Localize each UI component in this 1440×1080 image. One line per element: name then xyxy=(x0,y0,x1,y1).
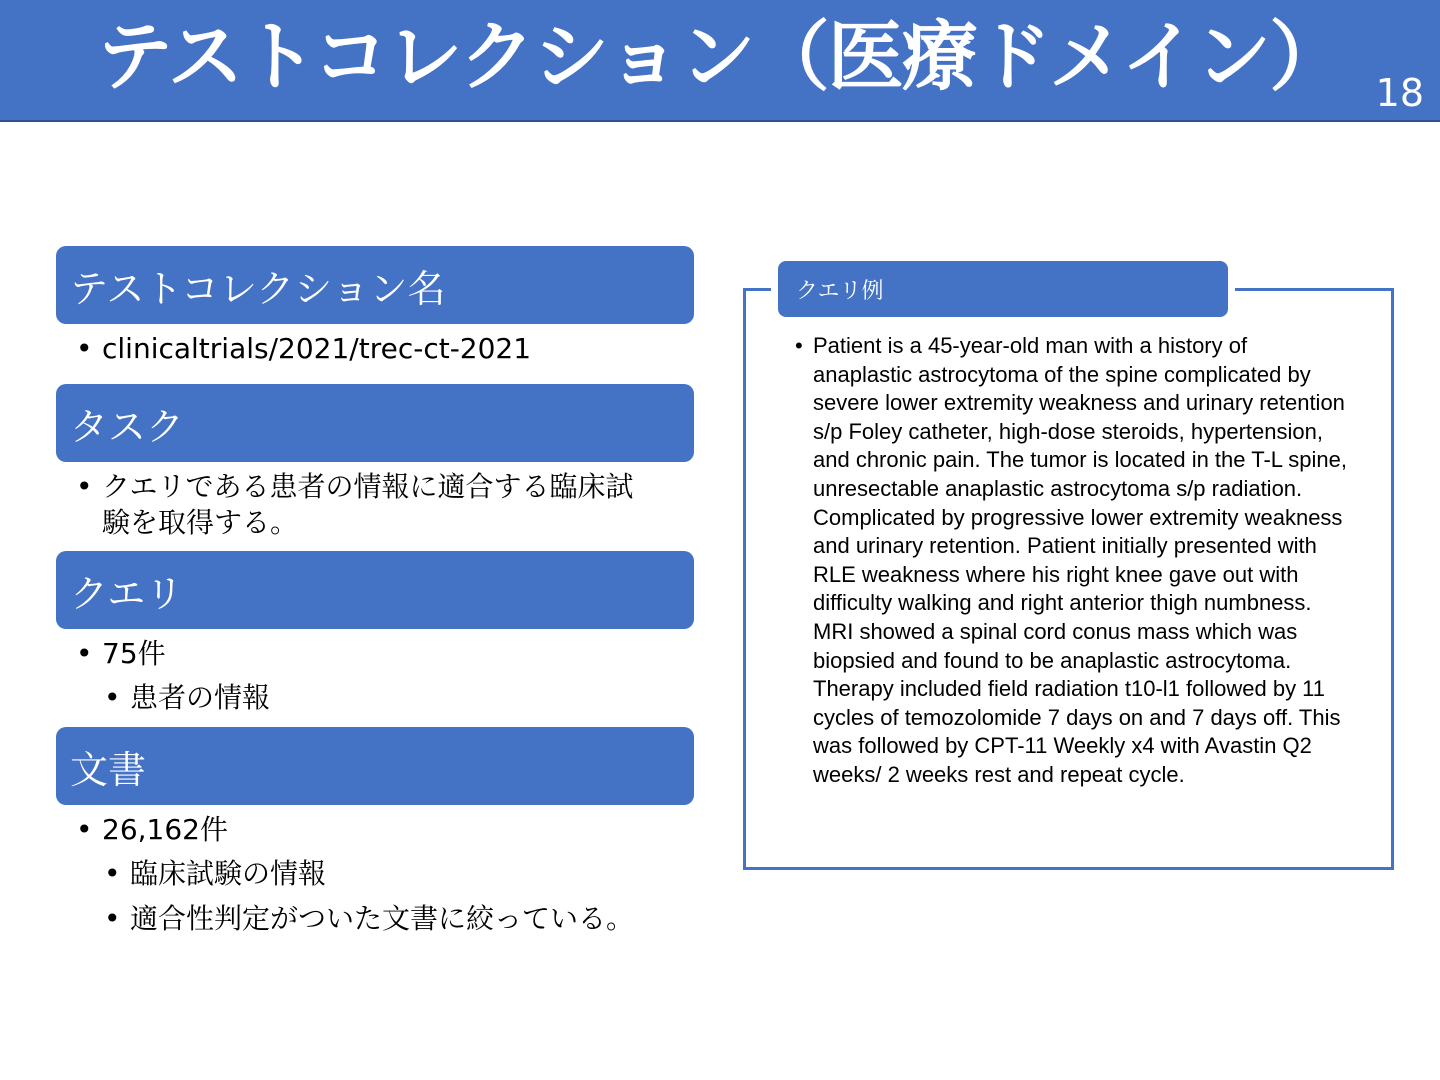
section-header-label: クエリ xyxy=(70,571,184,616)
sub-list-item xyxy=(104,680,270,716)
query-detail-text: 患者の情報 xyxy=(130,681,271,714)
bullet-icon: • xyxy=(76,813,93,846)
document-filter-text: 適合性判定がついた文書に絞っている。 xyxy=(130,902,635,935)
section-header-documents xyxy=(56,727,694,805)
sub-list-item xyxy=(104,856,326,892)
bullet-icon: • xyxy=(104,681,121,714)
sub-list-item xyxy=(104,901,634,937)
section-header-label: タスク xyxy=(70,404,185,449)
query-example-text: Patient is a 45-year-old man with a history of anaplastic astrocytoma of the spine complicated by severe lower extremity weakness and urinary retention s/p Foley catheter, high-dose steroids, hypertension, and chronic pain. The tumor is located in the T-L spine, unresectable anaplastic astrocytoma s/p radiation. Complicated by progressive lower extremity weakness and urinary retention. Patient initially presented with RLE weakness where his right knee gave out with difficulty walking and right anterior thigh numbness. MRI showed a spinal cord conus mass which was biopsied and found to be anaplastic astrocytoma. Therapy included field radiation t10-l1 followed by 11 cycles of temozolomide 7 days on and 7 days off. This was followed by CPT-11 Weekly x4 with Avastin Q2 weeks/ 2 weeks rest and repeat cycle. xyxy=(813,333,1348,787)
section-header-label: 文書 xyxy=(70,747,147,792)
query-example-label: クエリ例 xyxy=(778,261,1228,317)
title-bar xyxy=(0,0,1440,122)
bullet-icon: • xyxy=(76,332,93,365)
collection-name-text: clinicaltrials/2021/trec-ct-2021 xyxy=(102,332,532,365)
document-detail-text: 臨床試験の情報 xyxy=(130,857,327,890)
section-header-query xyxy=(56,551,694,629)
task-description-text: クエリである患者の情報に適合する臨床試験を取得する。 xyxy=(102,470,634,539)
bullet-icon: • xyxy=(104,902,121,935)
list-item xyxy=(76,469,656,541)
query-count-text: 75件 xyxy=(102,637,166,670)
query-example-content xyxy=(795,332,1355,790)
list-item xyxy=(76,331,531,367)
list-item xyxy=(76,812,228,848)
bullet-icon: • xyxy=(76,470,93,503)
section-header-test-collection-name xyxy=(56,246,694,324)
bullet-icon: • xyxy=(795,333,803,358)
slide-number: 18 xyxy=(1375,71,1424,115)
list-item xyxy=(76,636,166,672)
slide-title: テストコレクション（医療ドメイン） xyxy=(96,12,1344,101)
bullet-icon: • xyxy=(104,857,121,890)
section-header-task xyxy=(56,384,694,462)
section-header-label: テストコレクション名 xyxy=(70,266,446,311)
bullet-icon: • xyxy=(76,637,93,670)
document-count-text: 26,162件 xyxy=(102,813,228,846)
